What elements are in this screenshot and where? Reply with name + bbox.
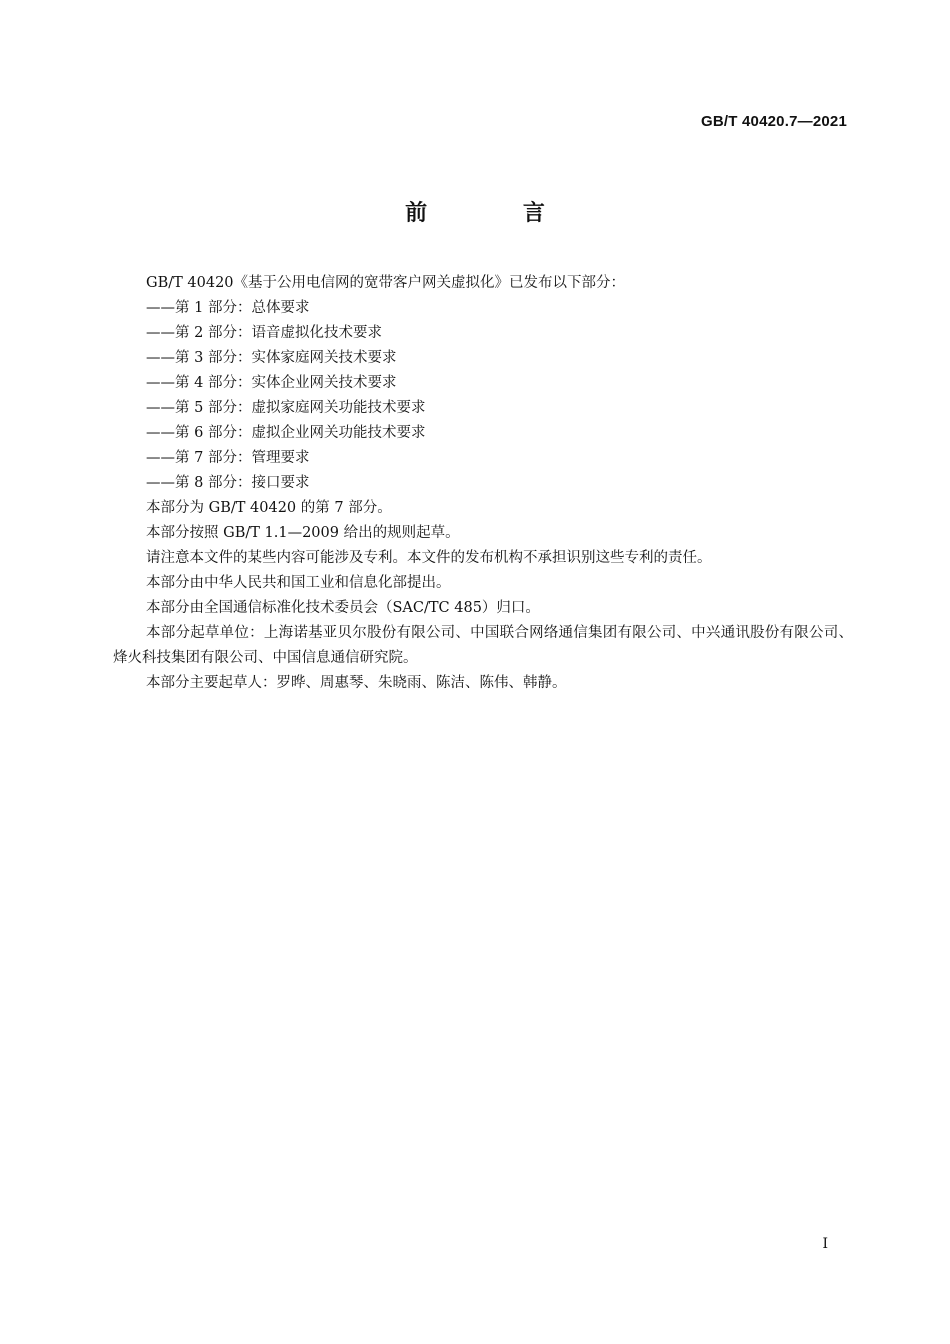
list-item-part-5: ——第 5 部分：虚拟家庭网关功能技术要求 xyxy=(146,400,426,416)
paragraph-intro: GB/T 40420《基于公用电信网的宽带客户网关虚拟化》已发布以下部分： xyxy=(146,275,626,291)
paragraph-drafting-units: 本部分起草单位：上海诺基亚贝尔股份有限公司、中国联合网络通信集团有限公司、中兴通讯股份有限公司、烽火科技集团有限公司、中国信息通信研究院。 xyxy=(113,625,853,666)
page-title: 前 言 xyxy=(405,201,589,226)
paragraph-proposer: 本部分由中华人民共和国工业和信息化部提出。 xyxy=(146,575,451,591)
foreword-body xyxy=(113,271,853,696)
list-item-part-1: ——第 1 部分：总体要求 xyxy=(146,300,310,316)
list-item-part-3: ——第 3 部分：实体家庭网关技术要求 xyxy=(146,350,397,366)
list-item-part-4: ——第 4 部分：实体企业网关技术要求 xyxy=(146,375,397,391)
list-item-part-6: ——第 6 部分：虚拟企业网关功能技术要求 xyxy=(146,425,426,441)
paragraph-drafting-rules: 本部分按照 GB/T 1.1—2009 给出的规则起草。 xyxy=(146,525,460,541)
paragraph-drafters: 本部分主要起草人：罗晔、周惠琴、朱晓雨、陈洁、陈伟、韩静。 xyxy=(146,675,567,691)
paragraph-centralized: 本部分由全国通信标准化技术委员会（SAC/TC 485）归口。 xyxy=(146,600,540,616)
list-item-part-7: ——第 7 部分：管理要求 xyxy=(146,450,310,466)
paragraph-this-part: 本部分为 GB/T 40420 的第 7 部分。 xyxy=(146,500,392,516)
document-code: GB/T 40420.7—2021 xyxy=(701,113,847,130)
page-number: I xyxy=(822,1236,828,1252)
list-item-part-8: ——第 8 部分：接口要求 xyxy=(146,475,310,491)
paragraph-patent-notice: 请注意本文件的某些内容可能涉及专利。本文件的发布机构不承担识别这些专利的责任。 xyxy=(146,550,712,566)
list-item-part-2: ——第 2 部分：语音虚拟化技术要求 xyxy=(146,325,382,341)
